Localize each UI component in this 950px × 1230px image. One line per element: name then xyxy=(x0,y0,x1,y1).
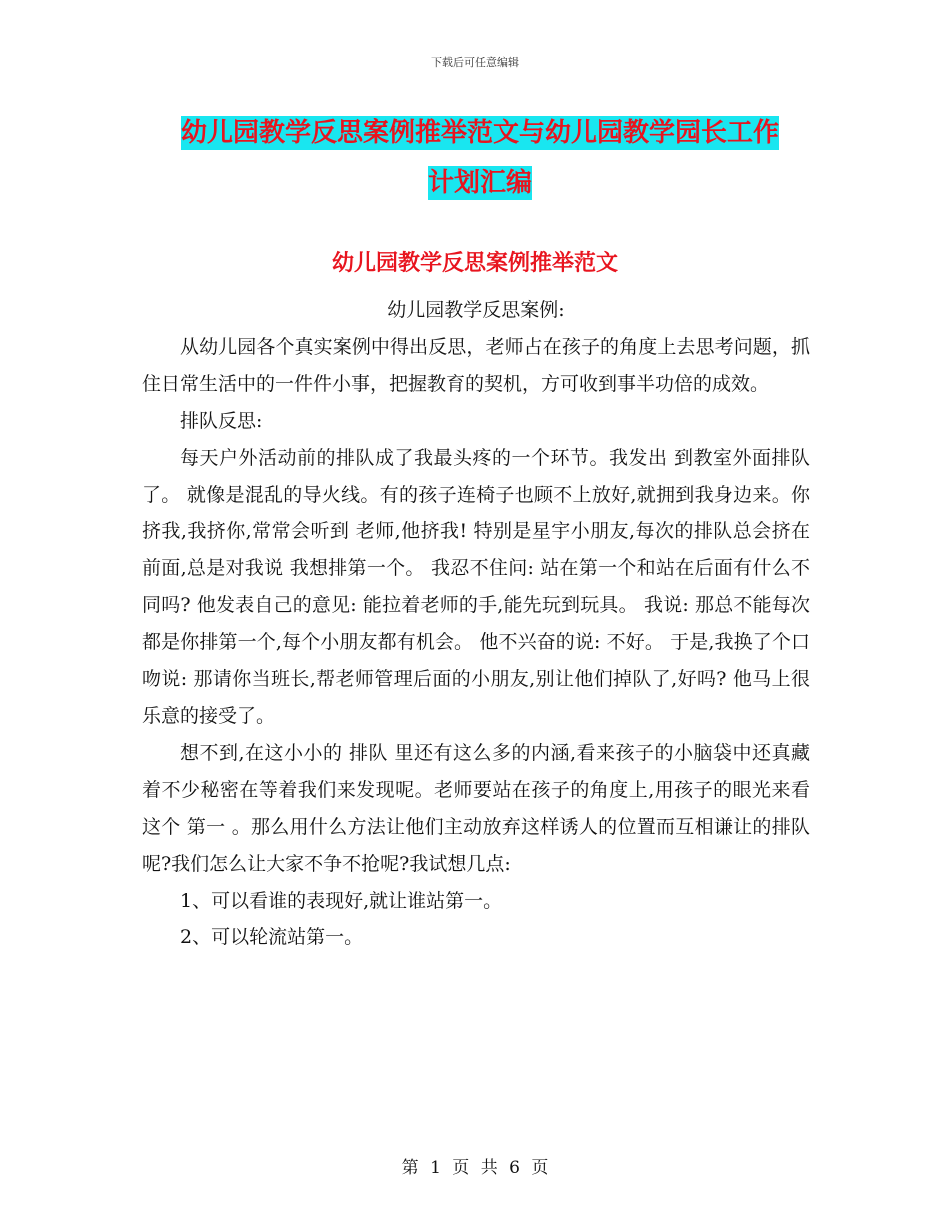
list-item-2: 2、可以轮流站第一。 xyxy=(180,926,364,949)
paragraph-queue-story: 每天户外活动前的排队成了我最头疼的一个环节。我发出 到教室外面排队了。 就像是混乱的导火线。有的孩子连椅子也顾不上放好,就拥到我身边来。你挤我,我挤你,常常会听到 老师,他挤我! 特别是星宇小朋友,每次的排队总会挤在前面,总是对我说 我想排第一个。 我忍不住问: 站在第一个和站在后面有什么不同吗? 他发表自己的意见: 能拉着老师的手,能先玩到玩具。 我说: 那总不能每次都是你排第一个,每个小朋友都有机会。 他不兴奋的说: 不好。 于是,我换了个口吻说: 那请你当班长,帮老师管理后面的小朋友,别让他们掉队了,好吗? 他马上很乐意的接受了。 xyxy=(142,446,810,727)
document-title xyxy=(140,108,820,208)
section-title: 幼儿园教学反思案例推举范文 xyxy=(331,250,618,276)
document-body xyxy=(142,292,810,956)
document-title-line-2: 计划汇编 xyxy=(427,168,532,198)
paragraph-intro: 从幼儿园各个真实案例中得出反思，老师占在孩子的角度上去思考问题，抓住日常生活中的一件件小事，把握教育的契机，方可收到事半功倍的成效。 xyxy=(142,335,810,395)
subheading-case: 幼儿园教学反思案例: xyxy=(387,299,565,321)
page-header-note: 下载后可任意编辑 xyxy=(431,56,519,69)
paragraph-reflection: 想不到,在这小小的 排队 里还有这么多的内涵,看来孩子的小脑袋中还真藏着不少秘密在等着我们来发现呢。老师要站在孩子的角度上,用孩子的眼光来看这个 第一 。那么用什么方法让他们主动放弃这样诱人的位置而互相谦让的排队呢?我们怎么让大家不争不抢呢?我试想几点: xyxy=(142,741,810,875)
document-title-line-1: 幼儿园教学反思案例推举范文与幼儿园教学园长工作 xyxy=(180,118,779,148)
subheading-queue-reflection: 排队反思: xyxy=(180,409,263,432)
page-number-footer: 第 1 页 共 6 页 xyxy=(401,1158,549,1178)
list-item-1: 1、可以看谁的表现好,就让谁站第一。 xyxy=(180,889,503,912)
